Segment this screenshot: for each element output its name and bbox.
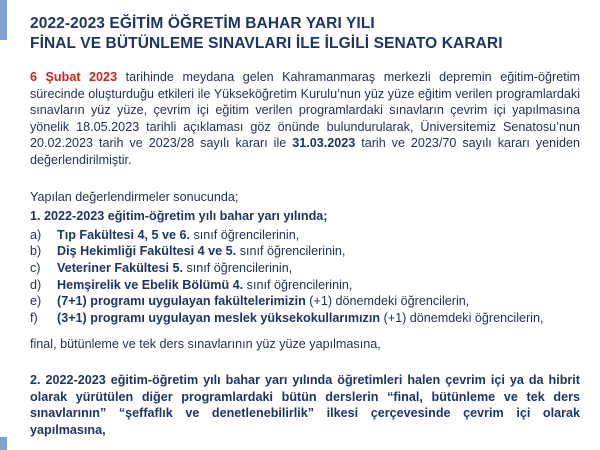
list-item-rest: sınıf öğrencilerinin, <box>183 260 293 275</box>
list-item <box>30 310 580 327</box>
document-body <box>30 69 580 438</box>
list-item-bold: (3+1) programı uygulayan meslek yüksekokullarımızın <box>57 310 381 325</box>
title-line-2: FİNAL VE BÜTÜNLEME SINAVLARI İLE İLGİLİ SENATO KARARI <box>30 35 503 52</box>
list-item-bold: Veteriner Fakültesi 5. <box>57 260 183 275</box>
list-marker: c) <box>30 260 41 275</box>
intro-date-2: 31.03.2023 <box>292 136 356 151</box>
list-item-rest: sınıf öğrencilerinin, <box>236 244 346 259</box>
list-item <box>30 227 580 244</box>
section-1-list <box>30 227 580 327</box>
list-item-rest: (+1) dönemdeki öğrencilerin, <box>305 294 470 309</box>
list-item <box>30 277 580 294</box>
list-marker: e) <box>30 294 42 309</box>
list-item-rest: sınıf öğrencilerinin, <box>190 227 300 242</box>
decor-bar-top <box>0 0 7 40</box>
evaluation-lead: Yapılan değerlendirmeler sonucunda; <box>30 189 239 204</box>
list-item <box>30 293 580 310</box>
section-1-closing: final, bütünleme ve tek ders sınavlarının yüz yüze yapılmasına, <box>30 337 381 352</box>
intro-paragraph <box>30 69 580 169</box>
list-item-bold: Diş Hekimliği Fakültesi 4 ve 5. <box>57 244 237 259</box>
section-2-paragraph: 2. 2022-2023 eğitim-öğretim yılı bahar yarı yılında öğretimleri halen çevrim içi ya da hibrit olarak yürütülen diğer programlardaki bütün derslerin “final, bütünleme ve tek ders sınavlarının” “şeffaflık ve denetlenebilirlik” ilkesi çerçevesinde çevrim içi olarak yapılmasına, <box>30 372 580 437</box>
list-marker: b) <box>30 244 42 259</box>
list-item <box>30 260 580 277</box>
intro-text-2: tarih ve 2023/70 sayılı kararı yeniden değerlendirilmiştir. <box>30 136 580 167</box>
title-line-1: 2022-2023 EĞİTİM ÖĞRETİM BAHAR YARI YILI <box>30 15 375 32</box>
section-1-heading: 1. 2022-2023 eğitim-öğretim yılı bahar yarı yılında; <box>30 209 328 224</box>
list-item-bold: Tıp Fakültesi 4, 5 ve 6. <box>57 227 190 242</box>
decor-bar-bottom <box>0 437 7 450</box>
intro-date: 6 Şubat 2023 <box>30 70 118 84</box>
list-item-bold: Hemşirelik ve Ebelik Bölümü 4. <box>57 277 244 292</box>
list-item-bold: (7+1) programı uygulayan fakültelerimizin <box>57 294 306 309</box>
list-marker: d) <box>30 277 42 292</box>
page-title <box>30 14 590 54</box>
list-item <box>30 243 580 260</box>
intro-text-1: tarihinde meydana gelen Kahramanmaraş merkezli depremin eğitim-öğretim sürecinde oluşturduğu etkileri ile Yükseköğretim Kurulu’nun yüz yüze eğitim verilen programlardaki sınavların yüz yüze, çevrim içi eğitim verilen programlardaki sınavların çevrim içi yapılmasına yönelik 18.05.2023 tarihli açıklaması göz önünde bulundurularak, Üniversitemiz Senatosu’nun 20.02.2023 tarih ve 2023/28 sayılı kararı ile <box>30 70 580 151</box>
list-item-rest: sınıf öğrencilerinin, <box>243 277 353 292</box>
list-marker: f) <box>30 310 38 325</box>
list-marker: a) <box>30 227 42 242</box>
list-item-rest: (+1) dönemdeki öğrencilerin, <box>380 310 544 325</box>
